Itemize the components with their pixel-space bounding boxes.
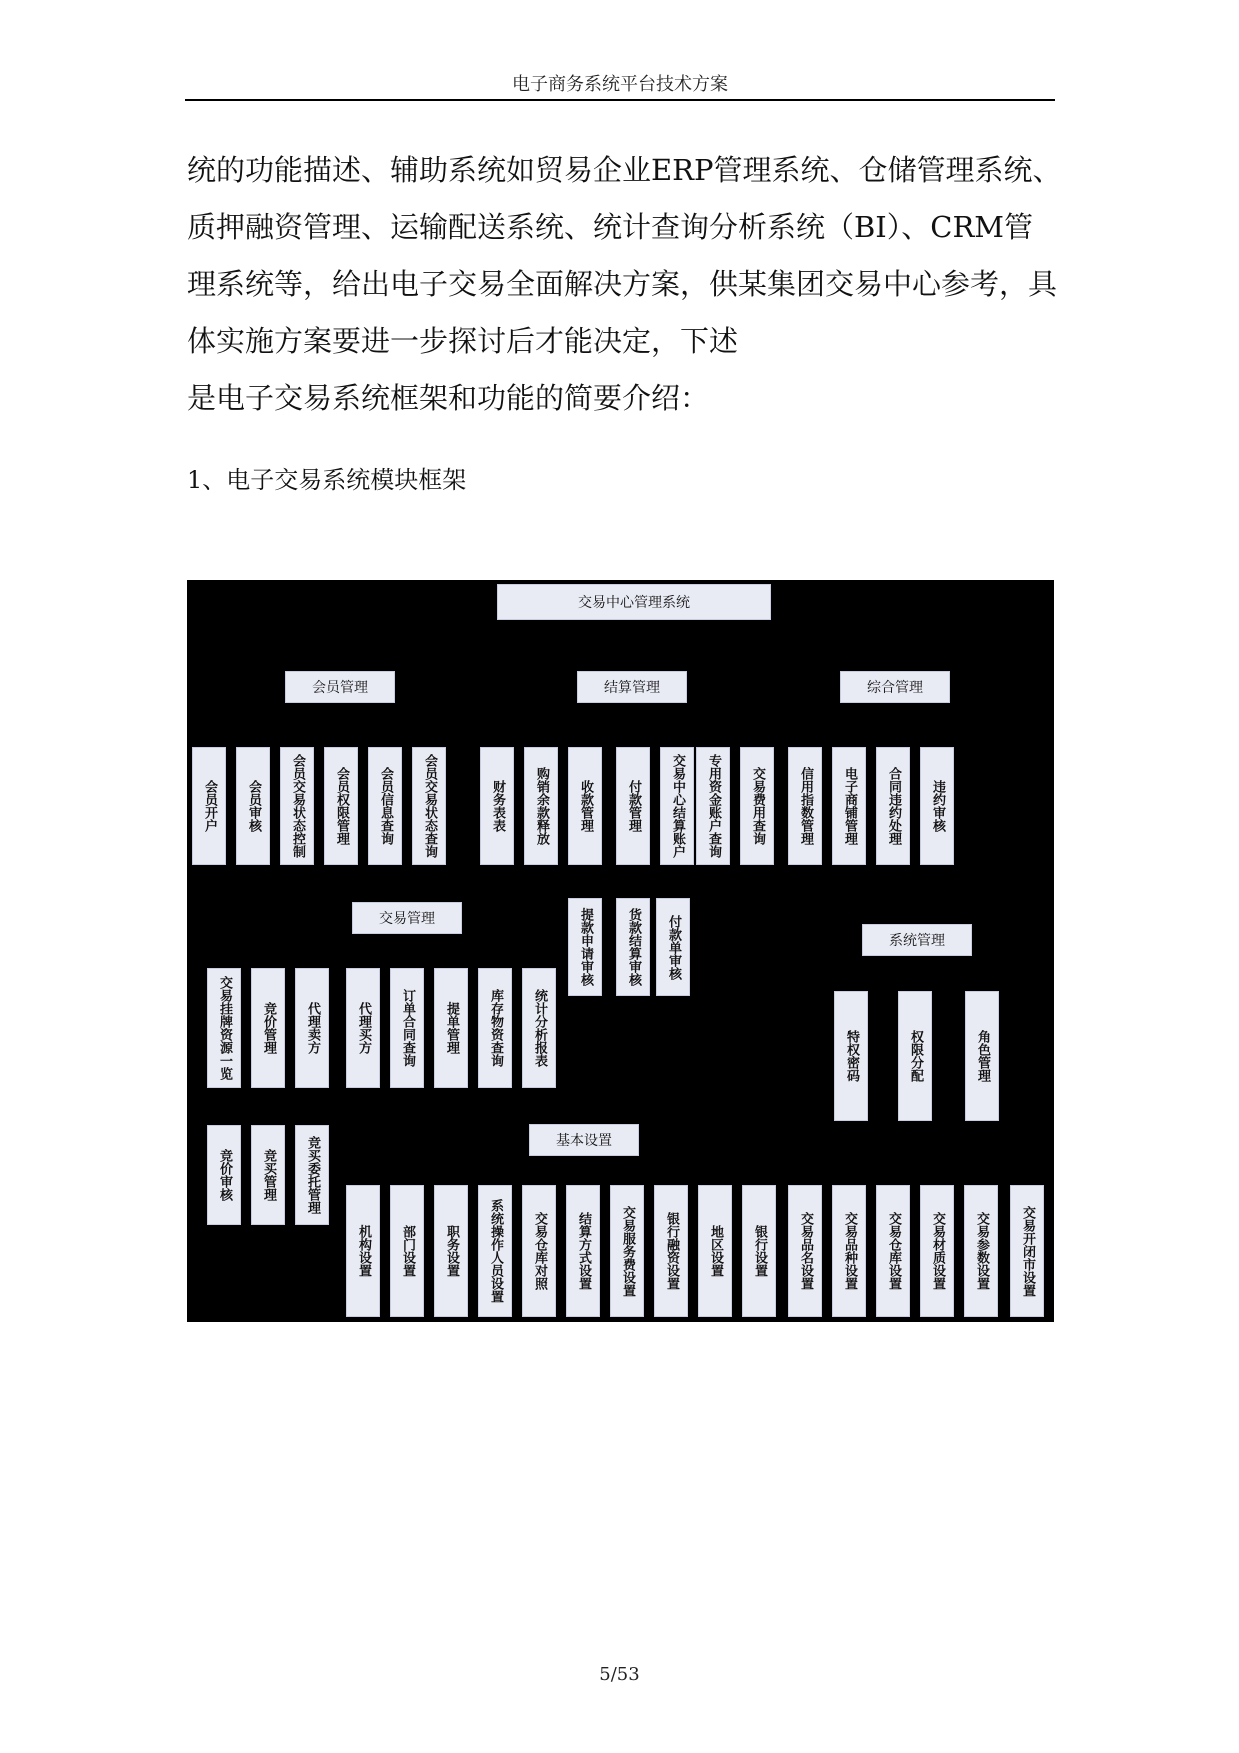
body-paragraph <box>187 142 1062 427</box>
settlement-item-box: 付款管理 <box>616 747 650 865</box>
basic-item-box: 系统操作人员设置 <box>478 1185 512 1317</box>
trade-item-box: 竞买委托管理 <box>295 1125 329 1225</box>
system-item-box: 角色管理 <box>965 991 999 1121</box>
settlement-item-box: 财务表表 <box>480 747 514 865</box>
settlement-item-box: 提款申请审核 <box>568 898 602 996</box>
trade-item-box: 订单合同查询 <box>390 968 424 1088</box>
member-item-box: 会员交易状态控制 <box>280 747 314 865</box>
section-heading: 1、电子交易系统模块框架 <box>187 466 467 494</box>
system-item-box: 权限分配 <box>898 991 932 1121</box>
comprehensive-item-box: 电子商铺管理 <box>832 747 866 865</box>
body-line: 统的功能描述、辅助系统如贸易企业ERP管理系统、仓储管理系统、 <box>187 153 1062 187</box>
comprehensive-item-box: 信用指数管理 <box>788 747 822 865</box>
member-item-box: 会员审核 <box>236 747 270 865</box>
basic-item-box: 银行设置 <box>742 1185 776 1317</box>
member-item-box: 会员权限管理 <box>324 747 358 865</box>
basic-item-box: 银行融资设置 <box>654 1185 688 1317</box>
basic-item-box: 交易品种设置 <box>832 1185 866 1317</box>
basic-item-box: 交易仓库对照 <box>522 1185 556 1317</box>
trade-item-box: 统计分析报表 <box>522 968 556 1088</box>
basic-item-box: 交易开闭市设置 <box>1010 1185 1044 1317</box>
trade-item-box: 提单管理 <box>434 968 468 1088</box>
settlement-item-box: 专用资金账户查询 <box>696 747 730 865</box>
basic-item-box: 交易品名设置 <box>788 1185 822 1317</box>
group-settlement-box: 结算管理 <box>577 671 687 703</box>
diagram-root-box: 交易中心管理系统 <box>497 584 771 620</box>
member-item-box: 会员交易状态查询 <box>412 747 446 865</box>
settlement-item-box: 交易中心结算账户 <box>660 747 694 865</box>
member-item-box: 会员信息查询 <box>368 747 402 865</box>
header-rule <box>185 99 1055 101</box>
group-comprehensive-box: 综合管理 <box>840 671 950 703</box>
system-item-box: 特权密码 <box>834 991 868 1121</box>
page-header-title: 电子商务系统平台技术方案 <box>512 74 728 95</box>
trade-item-box: 竞价管理 <box>251 968 285 1088</box>
trade-item-box: 竞价审核 <box>207 1125 241 1225</box>
page-number: 5/53 <box>599 1664 640 1685</box>
body-line: 体实施方案要进一步探讨后才能决定，下述 <box>187 324 739 358</box>
trade-item-box: 代理卖方 <box>295 968 329 1088</box>
settlement-item-box: 收款管理 <box>568 747 602 865</box>
member-item-box: 会员开户 <box>192 747 226 865</box>
group-trade-box: 交易管理 <box>352 902 462 934</box>
module-framework-diagram <box>187 580 1054 1322</box>
trade-item-box: 库存物资查询 <box>478 968 512 1088</box>
settlement-item-box: 购销余款释放 <box>524 747 558 865</box>
trade-item-box: 竞买管理 <box>251 1125 285 1225</box>
group-system-box: 系统管理 <box>862 924 972 956</box>
basic-item-box: 交易仓库设置 <box>876 1185 910 1317</box>
basic-item-box: 部门设置 <box>390 1185 424 1317</box>
trade-item-box: 交易挂牌资源一览 <box>207 968 241 1088</box>
body-line: 是电子交易系统框架和功能的简要介绍： <box>187 381 710 415</box>
settlement-item-box: 货款结算审核 <box>616 898 650 996</box>
basic-item-box: 交易材质设置 <box>920 1185 954 1317</box>
basic-item-box: 机构设置 <box>346 1185 380 1317</box>
basic-item-box: 地区设置 <box>698 1185 732 1317</box>
comprehensive-item-box: 合同违约处理 <box>876 747 910 865</box>
basic-item-box: 交易参数设置 <box>964 1185 998 1317</box>
body-line: 理系统等，给出电子交易全面解决方案，供某集团交易中心参考，具 <box>187 267 1058 301</box>
settlement-item-box: 付款单审核 <box>656 898 690 996</box>
group-basic-box: 基本设置 <box>529 1124 639 1156</box>
trade-item-box: 代理买方 <box>346 968 380 1088</box>
group-member-box: 会员管理 <box>285 671 395 703</box>
body-line: 质押融资管理、运输配送系统、统计查询分析系统（BI）、CRM管 <box>187 210 1033 244</box>
settlement-item-box: 交易费用查询 <box>740 747 774 865</box>
comprehensive-item-box: 违约审核 <box>920 747 954 865</box>
basic-item-box: 结算方式设置 <box>566 1185 600 1317</box>
basic-item-box: 职务设置 <box>434 1185 468 1317</box>
basic-item-box: 交易服务费设置 <box>610 1185 644 1317</box>
